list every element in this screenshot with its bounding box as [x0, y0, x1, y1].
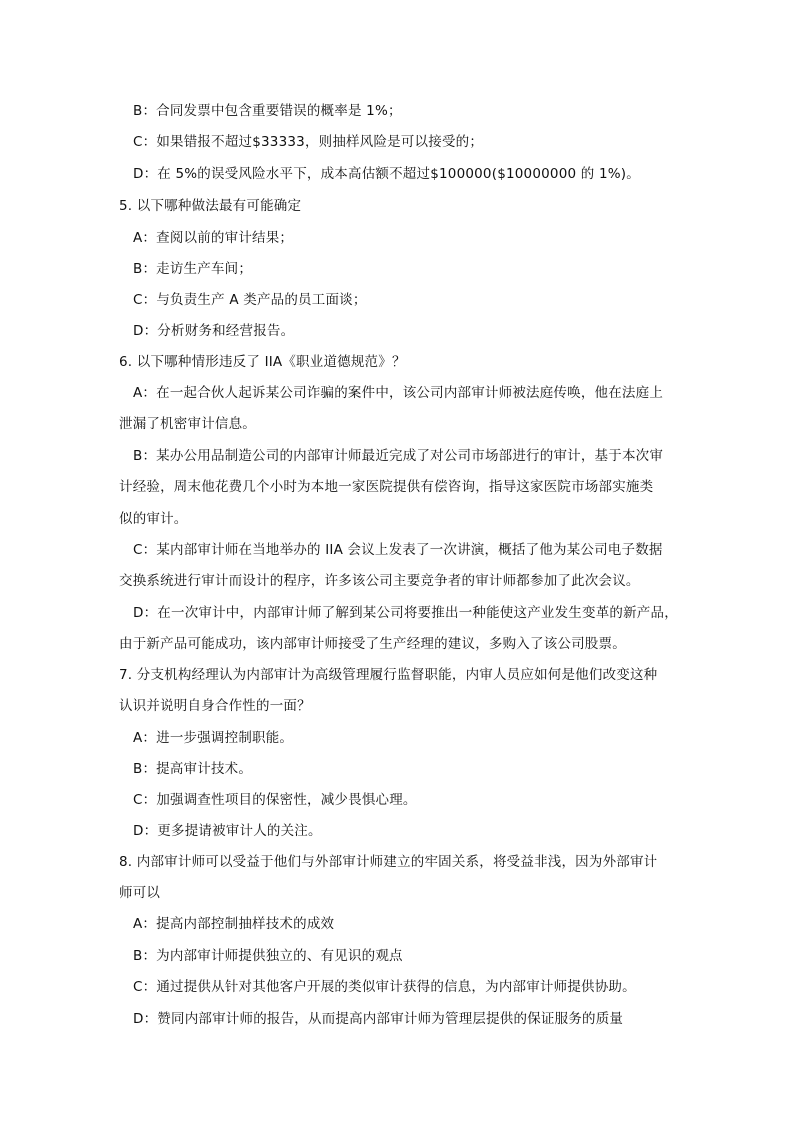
q6-option-d-cont: 由于新产品可能成功，该内部审计师接受了生产经理的建议，多购入了该公司股票。	[119, 636, 626, 652]
q6-option-c-cont: 交换系统进行审计而设计的程序，许多该公司主要竞争者的审计师都参加了此次会议。	[119, 573, 640, 589]
q7-option-a: A：进一步强调控制职能。	[133, 730, 294, 746]
q4-option-b: B：合同发票中包含重要错误的概率是 1%；	[133, 103, 402, 119]
question-7: 7. 分支机构经理认为内部审计为高级管理履行监督职能，内审人员应如何是他们改变这种	[119, 667, 658, 683]
q5-option-c: C：与负责生产 A 类产品的员工面谈；	[133, 292, 367, 308]
q5-option-d: D：分析财务和经营报告。	[133, 323, 295, 339]
question-6: 6. 以下哪种情形违反了 IIA《职业道德规范》？	[119, 354, 406, 370]
q6-option-b-cont2: 似的审计。	[119, 511, 188, 527]
q8-option-c: C：通过提供从针对其他客户开展的类似审计获得的信息，为内部审计师提供协助。	[133, 979, 636, 995]
q7-option-d: D：更多提请被审计人的关注。	[133, 823, 322, 839]
q4-option-d: D：在 5%的误受风险水平下，成本高估额不超过$100000($10000000 的 1%)。	[133, 166, 640, 182]
question-8-cont: 师可以	[119, 885, 161, 901]
q7-option-b: B：提高审计技术。	[133, 761, 253, 777]
q4-option-c: C：如果错报不超过$33333，则抽样风险是可以接受的；	[133, 134, 484, 150]
q6-option-c: C：某内部审计师在当地举办的 IIA 会议上发表了一次讲演，概括了他为某公司电子数据	[133, 542, 663, 558]
q5-option-a: A：查阅以前的审计结果；	[133, 230, 294, 246]
q6-option-b: B：某办公用品制造公司的内部审计师最近完成了对公司市场部进行的审计，基于本次审	[133, 448, 664, 464]
question-8: 8. 内部审计师可以受益于他们与外部审计师建立的牢固关系，将受益非浅，因为外部审计	[119, 854, 658, 870]
q5-option-b: B：走访生产车间；	[133, 261, 253, 277]
q6-option-b-cont: 计经验，周末他花费几个小时为本地一家医院提供有偿咨询，指导这家医院市场部实施类	[119, 479, 654, 495]
question-7-cont: 认识并说明自身合作性的一面？	[119, 698, 311, 714]
q6-option-d: D：在一次审计中，内部审计师了解到某公司将要推出一种能使这产业发生变革的新产品，	[133, 605, 678, 621]
q8-option-b: B：为内部审计师提供独立的、有见识的观点	[133, 948, 403, 964]
q8-option-a: A：提高内部控制抽样技术的成效	[133, 916, 335, 932]
q7-option-c: C：加强调查性项目的保密性，减少畏惧心理。	[133, 792, 417, 808]
question-5: 5. 以下哪种做法最有可能确定	[119, 198, 302, 214]
q8-option-d: D：赞同内部审计师的报告，从而提高内部审计师为管理层提供的保证服务的质量	[133, 1011, 624, 1027]
q6-option-a-cont: 泄漏了机密审计信息。	[119, 416, 256, 432]
q6-option-a: A：在一起合伙人起诉某公司诈骗的案件中，该公司内部审计师被法庭传唤，他在法庭上	[133, 385, 664, 401]
